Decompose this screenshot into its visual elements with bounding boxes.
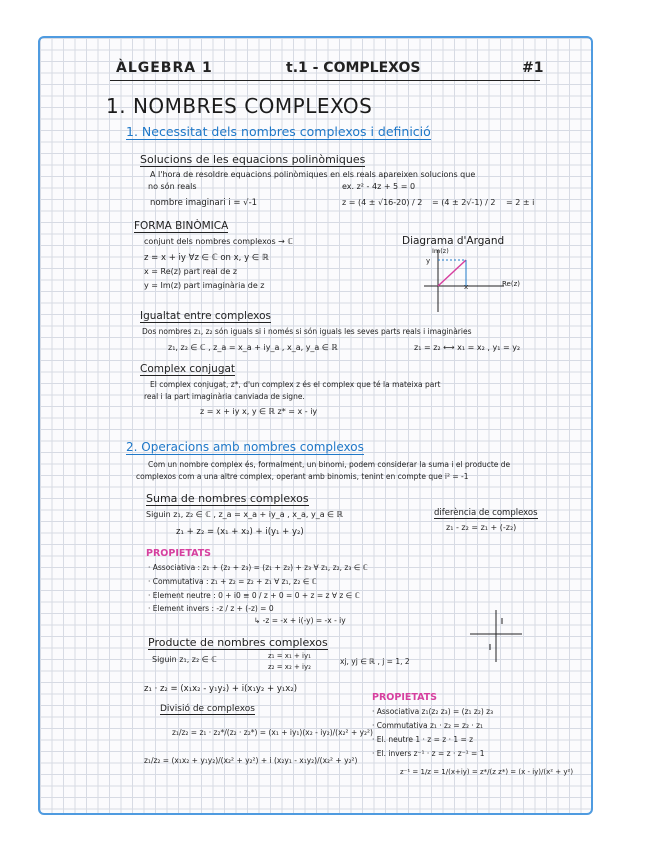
argand-im-label: Im(z) xyxy=(432,247,449,255)
product-line-1: Siguin z₁, z₂ ∈ ℂ xyxy=(152,655,217,664)
section-1-heading: 1. Necessitat dels nombres complexos i definició xyxy=(126,124,431,139)
conjugate-line-1: El complex conjugat, z*, d'un complex z és el complex que té la mateixa part xyxy=(150,380,441,389)
sum-line-2: z₁ + z₂ = (x₁ + x₂) + i(y₁ + y₂) xyxy=(176,527,304,537)
header-rule xyxy=(110,80,540,81)
conjugate-line-3: z = x + iy x, y ∈ ℝ z* = x - iy xyxy=(200,407,318,416)
notebook-page xyxy=(38,36,593,815)
product-property: · Commutativa z₁ · z₂ = z₂ · z₁ xyxy=(372,721,484,730)
argand-axes-icon xyxy=(420,248,510,318)
page-title: 1. NOMBRES COMPLEXOS xyxy=(106,94,373,118)
conjugate-line-2: real i la part imaginària canviada de signe. xyxy=(144,392,305,401)
sum-title: Suma de nombres complexos xyxy=(146,492,309,505)
binomial-line-1: conjunt dels nombres complexos → ℂ xyxy=(144,237,294,246)
poly-example: ex. z² - 4z + 5 = 0 xyxy=(342,182,416,191)
product-title: Producte de nombres complexos xyxy=(148,636,328,649)
product-property: · El. invers z⁻¹ · z = z · z⁻¹ = 1 xyxy=(372,749,485,758)
intro-line-2: complexos com a una altre complex, operant amb binomis, tenint en compte que i² = -1 xyxy=(136,472,469,481)
difference-title: diferència de complexos xyxy=(434,508,538,518)
binomial-line-2: z = x + iy ∀z ∈ ℂ on x, y ∈ ℝ xyxy=(144,253,269,263)
binomial-title: FORMA BINÒMICA xyxy=(134,220,229,232)
equality-title: Igualtat entre complexos xyxy=(140,310,271,322)
sum-property: · Associativa : z₁ + (z₂ + z₃) = (z₁ + z₂) + z₃ ∀ z₁, z₂, z₃ ∈ ℂ xyxy=(148,563,368,572)
solution-c: = 2 ± i xyxy=(506,198,535,207)
sum-property: · Element invers : -z / z + (-z) = 0 xyxy=(148,604,274,613)
section-2-heading: 2. Operacions amb nombres complexos xyxy=(126,440,364,454)
sum-line-1: Siguin z₁, z₂ ∈ ℂ , z_a = x_a + iy_a , x_a, y_a ∈ ℝ xyxy=(146,510,344,519)
equality-line-1: Dos nombres z₁, z₂ són iguals si i només si són iguals les seves parts reals i imaginàries xyxy=(142,327,472,336)
binomial-line-3: x = Re(z) part real de z xyxy=(144,267,238,276)
sum-property: · Commutativa : z₁ + z₂ = z₂ + z₁ ∀ z₁, z₂ ∈ ℂ xyxy=(148,577,317,586)
small-axes-icon xyxy=(468,608,524,664)
header-topic: t.1 - COMPLEXOS xyxy=(286,60,421,76)
poly-line-2: no són reals xyxy=(148,182,197,191)
intro-line-1: Com un nombre complex és, formalment, un binomi, podem considerar la suma i el producte de xyxy=(148,460,511,469)
division-line-1: z₁/z₂ = z₁ · z₂*/(z₂ · z₂*) = (x₁ + iy₁)(x₂ - iy₂)/(x₂² + y₂²) xyxy=(172,728,373,737)
argand-y-label: y xyxy=(426,257,431,265)
solution-a: z = (4 ± √16-20) / 2 xyxy=(342,198,423,207)
argand-re-label: Re(z) xyxy=(502,280,520,288)
sum-property: · Element neutre : 0 + i0 ≡ 0 / z + 0 = 0 + z = z ∀ z ∈ ℂ xyxy=(148,591,360,600)
inverse-formula: z⁻¹ = 1/z = 1/(x+iy) = z*/(z z*) = (x - iy)/(x² + y²) xyxy=(400,768,574,776)
difference-line-1: z₁ - z₂ = z₁ + (-z₂) xyxy=(446,523,517,532)
argand-title: Diagrama d'Argand xyxy=(402,235,505,247)
product-line-2: z₁ · z₂ = (x₁x₂ - y₁y₂) + i(x₁y₂ + y₁x₂) xyxy=(144,684,298,694)
imaginary-unit: nombre imaginari i = √-1 xyxy=(150,198,258,208)
header-subject: ÀLGEBRA 1 xyxy=(116,60,213,76)
header-number: #1 xyxy=(522,60,544,76)
product-properties-title: PROPIETATS xyxy=(372,692,438,703)
division-title: Divisió de complexos xyxy=(160,704,255,714)
product-reals: xj, yj ∈ ℝ , j = 1, 2 xyxy=(340,657,410,666)
equality-line-2: z₁, z₂ ∈ ℂ , z_a = x_a + iy_a , x_a, y_a ∈ ℝ xyxy=(168,343,338,352)
poly-line-1: A l'hora de resoldre equacions polinòmiques en els reals apareixen solucions que xyxy=(150,170,476,179)
product-property: · El. neutre 1 · z = z · 1 = z xyxy=(372,735,474,744)
sum-property: ↳ -z = -x + i(-y) = -x - iy xyxy=(254,616,346,625)
poly-title: Solucions de les equacions polinòmiques xyxy=(140,153,366,166)
binomial-line-4: y = Im(z) part imaginària de z xyxy=(144,281,265,290)
equality-line-3: z₁ = z₂ ⟷ x₁ = x₂ , y₁ = y₂ xyxy=(414,343,521,352)
product-z2: z₂ = x₂ + iy₂ xyxy=(268,663,311,671)
solution-b: = (4 ± 2√-1) / 2 xyxy=(432,198,496,207)
product-property: · Associativa z₁(z₂ z₃) = (z₁ z₂) z₃ xyxy=(372,707,494,716)
conjugate-title: Complex conjugat xyxy=(140,363,236,375)
argand-x-label: x xyxy=(464,283,469,291)
product-z1: z₁ = x₁ + iy₁ xyxy=(268,652,311,660)
division-line-2: z₁/z₂ = (x₁x₂ + y₁y₂)/(x₂² + y₂²) + i (x₂y₁ - x₁y₂)/(x₂² + y₂²) xyxy=(144,756,358,765)
sum-properties-title: PROPIETATS xyxy=(146,548,212,559)
